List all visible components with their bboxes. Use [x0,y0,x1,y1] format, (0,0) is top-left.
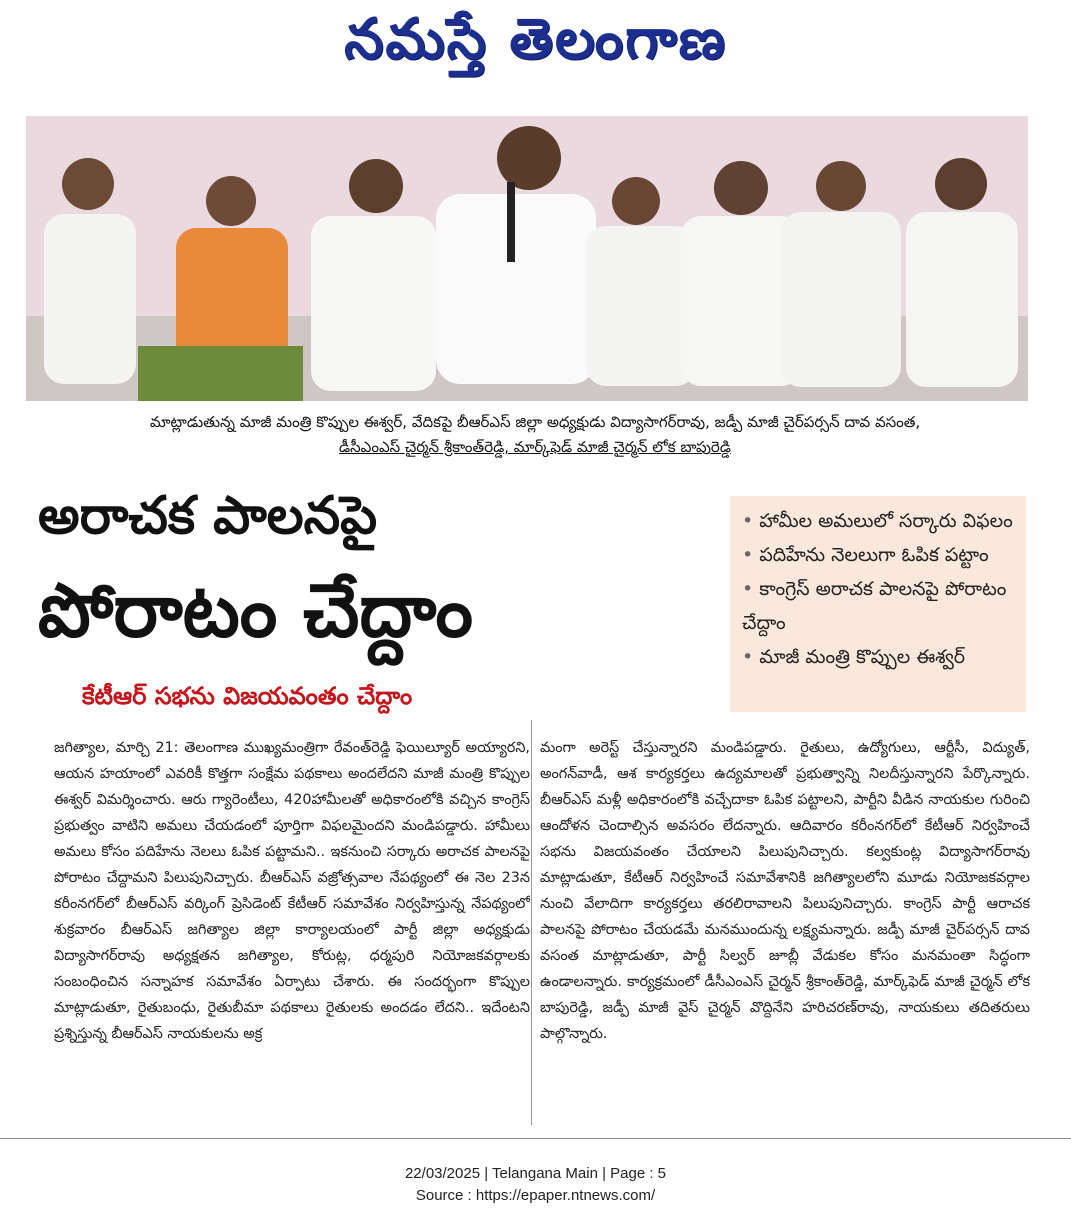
photo-illustration [26,116,1028,401]
highlights-box [730,496,1026,712]
subheadline: కేటీఆర్ సభను విజయవంతం చేద్దాం [82,682,413,710]
column-divider [531,720,532,1125]
article-body-left: జగిత్యాల, మార్చి 21: తెలంగాణ ముఖ్యమంత్రిగా రేవంత్‌రెడ్డి ఫెయిల్యూర్ అయ్యారని, ఆయన హయాంలో ఎవరికీ కొత్తగా సంక్షేమ పథకాలు అందలేదని మాజీ మంత్రి కొప్పుల ఈశ్వర్ విమర్శించారు. ఆరు గ్యారెంటీలు, 420హామీలతో అధికారంలోకి వచ్చిన కాంగ్రెస్ ప్రభుత్వం వాటిని అమలు చేయడంలో పూర్తిగా విఫలమైందని మండిపడ్డారు. హామీలు అమలు కోసం పదిహేను నెలలు ఓపిక పట్టామని.. ఇకనుంచి సర్కారు అరాచక పాలనపై పోరాటం చేద్దామని పిలుపునిచ్చారు. బీఆర్ఎస్ వజ్రోత్సవాల నేపథ్యంలో ఈ నెల 23న కరీంనగర్‌లో బీఆర్ఎస్ వర్కింగ్ ప్రెసిడెంట్ కేటీఆర్ సమావేశం నిర్వహిస్తున్న నేపథ్యంలో శుక్రవారం బీఆర్ఎస్ జగిత్యాల జిల్లా కార్యాలయంలో పార్టీ జిల్లా అధ్యక్షుడు విద్యాసాగర్‌రావు అధ్యక్షతన జగిత్యాల, కోరుట్ల, ధర్మపురి నియోజకవర్గాలకు సంబంధించిన సన్నాహక సమావేశం ఏర్పాటు చేశారు. ఈ సందర్భంగా కొప్పుల మాట్లాడుతూ, రైతుబంధు, రైతుబీమా పథకాలు రైతులకు అందడం లేదని.. ఇదేంటని ప్రశ్నిస్తున్న బీఆర్ఎస్ నాయకులను అక్ర [54,740,530,1042]
highlight-item: • హామీల అమలులో సర్కారు విఫలం [742,504,1016,538]
footer [0,1163,1071,1207]
highlight-item: • పదిహేను నెలలుగా ఓపిక పట్టాం [742,538,1016,572]
footer-date-line: 22/03/2025 | Telangana Main | Page : 5 [404,1165,667,1182]
caption-line-1: మాట్లాడుతున్న మాజీ మంత్రి కొప్పుల ఈశ్వర్, వేదికపై బీఆర్ఎస్ జిల్లా అధ్యక్షుడు విద్యాసాగర్‌రావు, జడ్పీ మాజీ చైర్‌పర్సన్ దావ వసంత, [149,413,921,431]
masthead [0,6,1071,86]
news-photo [26,116,1028,401]
highlight-item: • కాంగ్రెస్ అరాచక పాలనపై పోరాటం చేద్దాం [742,572,1016,640]
newspaper-title: నమస్తే తెలంగాణ [344,6,727,72]
article-body-right: మంగా అరెస్ట్ చేస్తున్నారని మండిపడ్డారు. రైతులు, ఉద్యోగులు, ఆర్టీసీ, విద్యుత్, అంగన్‌వాడీ, ఆశ కార్యకర్తలు ఉద్యమాలతో ప్రభుత్వాన్ని నిలదీస్తున్నారని పేర్కొన్నారు. బీఆర్ఎస్ మళ్లీ అధికారంలోకి వచ్చేదాకా ఓపిక పట్టాలని, పార్టీని వీడిన నాయకుల గురించి ఆందోళన చెందాల్సిన అవసరం లేదన్నారు. ఆదివారం కరీంనగర్‌లో కేటీఆర్ నిర్వహించే సభను విజయవంతం చేయాలని పిలుపునిచ్చారు. కల్వకుంట్ల విద్యాసాగర్‌రావు మాట్లాడుతూ, కేటీఆర్ నిర్వహించే సమావేశానికి జగిత్యాలలోని మూడు నియోజకవర్గాల నుంచి వేలాదిగా కార్యకర్తలు తరలిరావాలని పిలుపునిచ్చారు. కాంగ్రెస్ పార్టీ ఆరాచక పాలనపై పోరాటం చేయడమే మనముందున్న లక్ష్యమన్నారు. జడ్పీ మాజీ చైర్‌పర్సన్ దావ వసంత మాట్లాడుతూ, పార్టీ సిల్వర్ జూబ్లీ వేడుకల కోసం మనమంతా సిద్ధంగా ఉండాలన్నారు. కార్యక్రమంలో డీసీఎంఎస్ చైర్మన్ శ్రీకాంత్‌రెడ్డి, మార్క్‌ఫెడ్ మాజీ చైర్మన్ లోక బాపురెడ్డి, జడ్పీ మాజీ వైస్ చైర్మన్ వొద్దినేని హరిచరణ్‌రావు, నాయకులు తదితరులు పాల్గొన్నారు. [540,740,1030,1042]
photo-caption [40,410,1030,460]
headline-line-2: పోరాటం చేద్దాం [38,568,473,654]
headline-line-1: అరాచక పాలనపై [38,486,378,546]
highlight-item: • మాజీ మంత్రి కొప్పుల ఈశ్వర్ [742,640,1016,674]
footer-source-line: Source : https://epaper.ntnews.com/ [415,1187,656,1204]
footer-divider [0,1138,1071,1139]
caption-line-2: డీసీఎంఎస్ చైర్మన్ శ్రీకాంత్‌రెడ్డి, మార్క్‌ఫెడ్ మాజీ చైర్మన్ లోక బాపురెడ్డి [339,438,731,456]
